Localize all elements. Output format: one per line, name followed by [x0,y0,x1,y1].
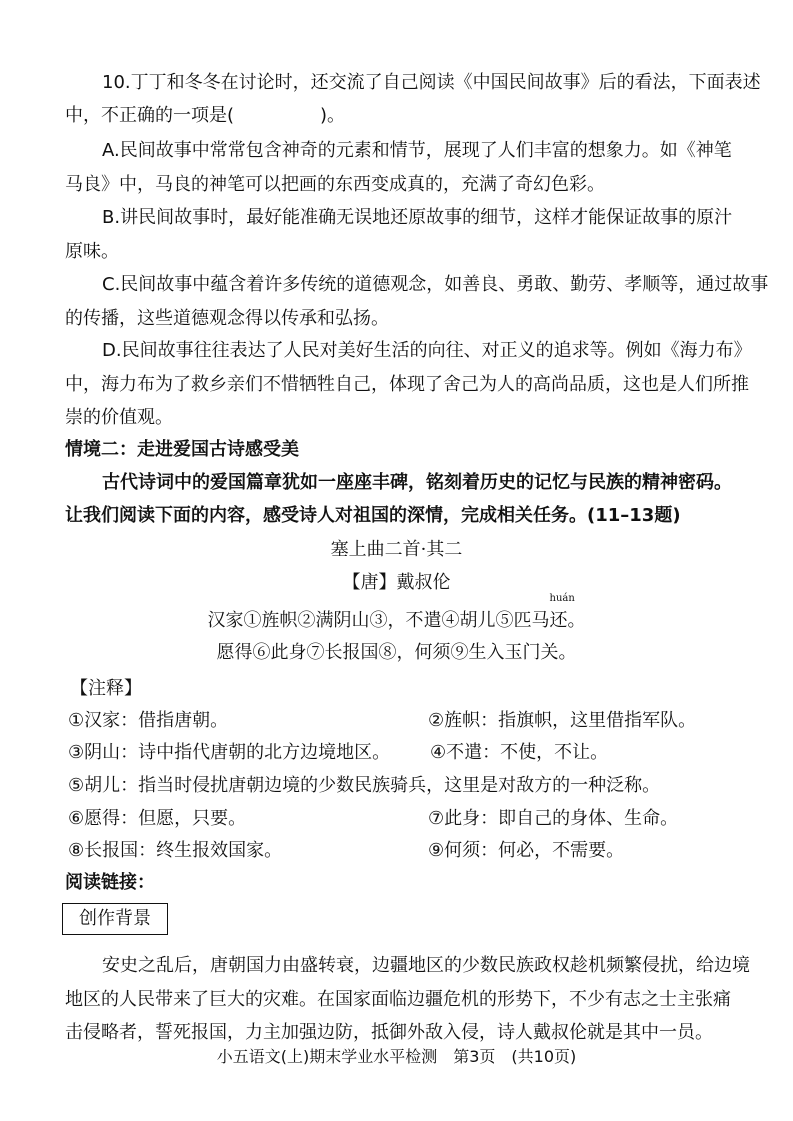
option-a-line-2: 马良》中，马良的神笔可以把画的东西变成真的，充满了奇幻色彩。 [65,174,605,195]
note-9: ⑨何须：何必，不需要。 [428,840,625,861]
poem-line-2: 愿得⑥此身⑦长报国⑧，何须⑨生入玉门关。 [216,642,577,663]
option-c-line-2: 的传播，这些道德观念得以传承和弘扬。 [65,308,389,329]
pinyin-annotation: huán [549,593,575,604]
note-6: ⑥愿得：但愿，只要。 [68,808,247,829]
background-para-line-2: 地区的人民带来了巨大的灾难。在国家面临边疆危机的形势下，不少有志之士主张痛 [65,989,731,1010]
context-2-intro-line-1: 古代诗词中的爱国篇章犹如一座座丰碑，铭刻着历史的记忆与民族的精神密码。 [102,472,732,493]
note-1: ①汉家：借指唐朝。 [68,710,229,731]
pinyin-annotated-char [549,593,575,634]
poem-author: 【唐】戴叔伦 [342,572,451,593]
option-d-line-1: D.民间故事往往表达了人民对美好生活的向往、对正义的追求等。例如《海力布》 [102,340,752,361]
question-10-stem-line-1: 10.丁丁和冬冬在讨论时，还交流了自己阅读《中国民间故事》后的看法，下面表述 [102,72,761,93]
option-d-line-3: 崇的价值观。 [65,407,173,428]
poem-line-1-text: 汉家①旌帜②满阴山③，不遣④胡儿⑤匹马 [207,610,550,631]
context-2-heading: 情境二：走进爱国古诗感受美 [65,439,299,460]
option-c-line-1: C.民间故事中蕴含着许多传统的道德观念，如善良、勇敢、勤劳、孝顺等，通过故事 [102,274,769,295]
note-4: ④不遣：不使，不让。 [430,742,609,763]
notes-heading: 【注释】 [70,678,142,699]
note-7: ⑦此身：即自己的身体、生命。 [428,808,679,829]
poem-line-1 [0,593,793,634]
poem-line-1-end: 。 [567,610,586,631]
reading-link-label: 阅读链接： [65,872,155,893]
annotated-char: 还 [549,610,568,631]
page-footer: 小五语文(上)期末学业水平检测 第3页 (共10页) [216,1047,577,1066]
option-b-line-1: B.讲民间故事时，最好能准确无误地还原故事的细节，这样才能保证故事的原汁 [102,207,733,228]
note-2: ②旌帜：指旗帜，这里借指军队。 [428,710,697,731]
option-a-line-1: A.民间故事中常常包含神奇的元素和情节，展现了人们丰富的想象力。如《神笔 [102,140,732,161]
option-b-line-2: 原味。 [65,241,119,262]
note-5: ⑤胡儿：指当时侵扰唐朝边境的少数民族骑兵，这里是对敌方的一种泛称。 [68,775,661,796]
poem-title: 塞上曲二首·其二 [330,539,463,560]
note-8: ⑧长报国：终生报效国家。 [68,840,283,861]
context-2-intro-line-2: 让我们阅读下面的内容，感受诗人对祖国的深情，完成相关任务。(11–13题) [65,505,681,526]
note-3: ③阴山：诗中指代唐朝的北方边境地区。 [68,742,391,763]
question-10-stem-line-2 [65,103,755,129]
question-10-stem-text: 中，不正确的一项是( [65,105,235,126]
background-para-line-3: 击侵略者，誓死报国，力主加强边防，抵御外敌入侵，诗人戴叔伦就是其中一员。 [65,1022,713,1043]
option-d-line-2: 中，海力布为了救乡亲们不惜牺牲自己，体现了舍己为人的高尚品质，这也是人们所推 [65,374,749,395]
question-10-stem-end: )。 [320,105,346,126]
background-box-title: 创作背景 [62,903,168,935]
background-para-line-1: 安史之乱后，唐朝国力由盛转衰，边疆地区的少数民族政权趁机频繁侵扰，给边境 [102,955,750,976]
